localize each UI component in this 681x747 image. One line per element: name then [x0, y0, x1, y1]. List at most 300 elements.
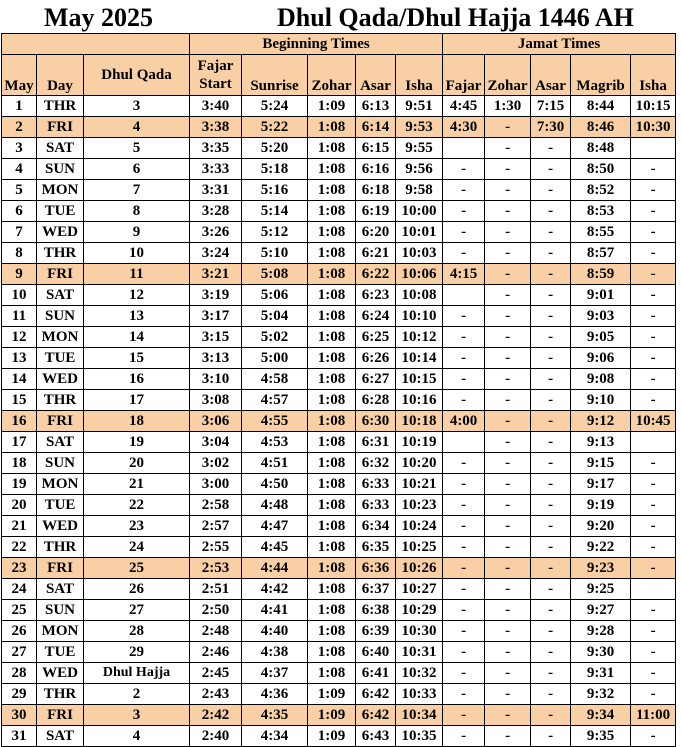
cell-weekday: FRI	[37, 117, 84, 138]
cell-fajar-start: 3:17	[190, 306, 242, 327]
cell-sunrise: 5:10	[242, 243, 308, 264]
cell-jamat-zohar: -	[485, 264, 531, 285]
cell-jamat-zohar: -	[485, 117, 531, 138]
cell-sunrise: 4:40	[242, 621, 308, 642]
cell-jamat-asar: -	[531, 726, 571, 747]
cell-jamat-asar: -	[531, 159, 571, 180]
table-row	[2, 411, 676, 432]
cell-jamat-asar: 7:15	[531, 96, 571, 117]
col-zohar: Zohar	[308, 55, 356, 96]
cell-zohar: 1:08	[308, 138, 356, 159]
cell-jamat-asar: -	[531, 348, 571, 369]
cell-jamat-magrib: 9:05	[571, 327, 631, 348]
cell-zohar: 1:08	[308, 264, 356, 285]
cell-dhul-qada-date: 2	[84, 684, 190, 705]
col-jamat-isha: Isha	[631, 55, 676, 96]
cell-isha: 10:03	[396, 243, 443, 264]
cell-jamat-magrib: 8:44	[571, 96, 631, 117]
cell-fajar-start: 2:42	[190, 705, 242, 726]
cell-jamat-fajar: -	[443, 621, 485, 642]
cell-jamat-isha: -	[631, 306, 676, 327]
cell-isha: 10:01	[396, 222, 443, 243]
table-row	[2, 117, 676, 138]
cell-jamat-zohar: -	[485, 306, 531, 327]
cell-dhul-qada-date: 18	[84, 411, 190, 432]
cell-fajar-start: 3:24	[190, 243, 242, 264]
cell-sunrise: 5:04	[242, 306, 308, 327]
cell-jamat-isha: -	[631, 495, 676, 516]
cell-asar: 6:39	[356, 621, 396, 642]
cell-jamat-zohar: -	[485, 348, 531, 369]
cell-fajar-start: 3:10	[190, 369, 242, 390]
cell-isha: 10:12	[396, 327, 443, 348]
cell-jamat-fajar: -	[443, 600, 485, 621]
cell-jamat-fajar: -	[443, 558, 485, 579]
cell-jamat-fajar: 4:15	[443, 264, 485, 285]
cell-jamat-magrib: 9:22	[571, 537, 631, 558]
fajar-start-line1: Fajar	[197, 58, 234, 74]
cell-dhul-qada-date: 10	[84, 243, 190, 264]
cell-fajar-start: 3:28	[190, 201, 242, 222]
cell-weekday: TUE	[37, 642, 84, 663]
cell-jamat-magrib: 9:01	[571, 285, 631, 306]
cell-jamat-zohar: -	[485, 537, 531, 558]
cell-fajar-start: 3:26	[190, 222, 242, 243]
cell-fajar-start: 2:46	[190, 642, 242, 663]
cell-dhul-qada-date: 3	[84, 96, 190, 117]
cell-fajar-start: 3:19	[190, 285, 242, 306]
cell-jamat-asar: -	[531, 516, 571, 537]
cell-isha: 9:53	[396, 117, 443, 138]
cell-jamat-zohar: -	[485, 411, 531, 432]
cell-asar: 6:40	[356, 642, 396, 663]
cell-asar: 6:34	[356, 516, 396, 537]
cell-jamat-asar: -	[531, 474, 571, 495]
col-isha: Isha	[396, 55, 443, 96]
table-row	[2, 537, 676, 558]
cell-isha: 9:58	[396, 180, 443, 201]
cell-jamat-fajar: 4:00	[443, 411, 485, 432]
cell-isha: 9:55	[396, 138, 443, 159]
cell-asar: 6:36	[356, 558, 396, 579]
cell-jamat-zohar: -	[485, 705, 531, 726]
cell-jamat-zohar: -	[485, 369, 531, 390]
cell-asar: 6:38	[356, 600, 396, 621]
table-row	[2, 369, 676, 390]
cell-weekday: THR	[37, 537, 84, 558]
cell-jamat-magrib: 9:27	[571, 600, 631, 621]
cell-asar: 6:25	[356, 327, 396, 348]
cell-zohar: 1:08	[308, 222, 356, 243]
cell-fajar-start: 2:50	[190, 600, 242, 621]
col-sunrise: Sunrise	[242, 55, 308, 96]
cell-jamat-asar: -	[531, 579, 571, 600]
cell-fajar-start: 2:53	[190, 558, 242, 579]
cell-sunrise: 4:35	[242, 705, 308, 726]
cell-asar: 6:13	[356, 96, 396, 117]
cell-isha: 10:23	[396, 495, 443, 516]
cell-weekday: THR	[37, 390, 84, 411]
table-row	[2, 600, 676, 621]
cell-fajar-start: 3:06	[190, 411, 242, 432]
table-row	[2, 201, 676, 222]
cell-date-may: 30	[2, 705, 37, 726]
cell-isha: 10:16	[396, 390, 443, 411]
cell-zohar: 1:08	[308, 453, 356, 474]
cell-asar: 6:14	[356, 117, 396, 138]
cell-jamat-isha: -	[631, 180, 676, 201]
cell-jamat-magrib: 8:48	[571, 138, 631, 159]
cell-zohar: 1:08	[308, 579, 356, 600]
cell-date-may: 2	[2, 117, 37, 138]
fajar-start-line2: Start	[199, 76, 232, 92]
cell-jamat-isha: 10:30	[631, 117, 676, 138]
table-row	[2, 705, 676, 726]
cell-date-may: 7	[2, 222, 37, 243]
cell-date-may: 13	[2, 348, 37, 369]
cell-jamat-magrib: 9:06	[571, 348, 631, 369]
cell-isha: 10:20	[396, 453, 443, 474]
cell-date-may: 19	[2, 474, 37, 495]
cell-jamat-isha: -	[631, 621, 676, 642]
cell-weekday: SUN	[37, 600, 84, 621]
table-row	[2, 306, 676, 327]
cell-jamat-zohar: -	[485, 159, 531, 180]
cell-dhul-qada-date: 16	[84, 369, 190, 390]
cell-zohar: 1:08	[308, 663, 356, 684]
cell-weekday: TUE	[37, 495, 84, 516]
cell-weekday: THR	[37, 96, 84, 117]
table-row	[2, 327, 676, 348]
cell-jamat-asar: -	[531, 684, 571, 705]
cell-jamat-zohar: -	[485, 243, 531, 264]
cell-jamat-asar: -	[531, 432, 571, 453]
cell-jamat-magrib: 9:25	[571, 579, 631, 600]
cell-isha: 10:27	[396, 579, 443, 600]
cell-date-may: 8	[2, 243, 37, 264]
cell-jamat-isha: -	[631, 684, 676, 705]
cell-dhul-qada-date: 4	[84, 117, 190, 138]
cell-jamat-magrib: 9:28	[571, 621, 631, 642]
cell-jamat-asar: -	[531, 453, 571, 474]
cell-zohar: 1:09	[308, 726, 356, 747]
cell-weekday: MON	[37, 180, 84, 201]
cell-jamat-isha: 10:15	[631, 96, 676, 117]
col-jamat-magrib: Magrib	[571, 55, 631, 96]
cell-isha: 9:56	[396, 159, 443, 180]
cell-sunrise: 4:38	[242, 642, 308, 663]
cell-sunrise: 5:12	[242, 222, 308, 243]
beginning-times-header: Beginning Times	[190, 34, 443, 55]
cell-weekday: THR	[37, 684, 84, 705]
cell-asar: 6:16	[356, 159, 396, 180]
cell-isha: 10:26	[396, 558, 443, 579]
cell-isha: 10:31	[396, 642, 443, 663]
cell-date-may: 27	[2, 642, 37, 663]
cell-jamat-fajar: -	[443, 222, 485, 243]
cell-asar: 6:37	[356, 579, 396, 600]
table-row	[2, 159, 676, 180]
cell-zohar: 1:08	[308, 285, 356, 306]
cell-jamat-asar: -	[531, 285, 571, 306]
cell-zohar: 1:08	[308, 180, 356, 201]
table-row	[2, 96, 676, 117]
cell-jamat-magrib: 9:23	[571, 558, 631, 579]
cell-jamat-zohar: -	[485, 579, 531, 600]
cell-weekday: SAT	[37, 432, 84, 453]
prayer-timetable	[1, 33, 676, 747]
cell-jamat-fajar	[443, 285, 485, 306]
cell-zohar: 1:08	[308, 600, 356, 621]
cell-sunrise: 4:44	[242, 558, 308, 579]
cell-fajar-start: 3:31	[190, 180, 242, 201]
cell-date-may: 3	[2, 138, 37, 159]
cell-weekday: SUN	[37, 453, 84, 474]
cell-date-may: 15	[2, 390, 37, 411]
cell-weekday: THR	[37, 243, 84, 264]
cell-jamat-isha: -	[631, 474, 676, 495]
cell-jamat-fajar: -	[443, 180, 485, 201]
table-row	[2, 642, 676, 663]
cell-jamat-isha: -	[631, 327, 676, 348]
cell-jamat-fajar: -	[443, 537, 485, 558]
cell-fajar-start: 3:04	[190, 432, 242, 453]
cell-asar: 6:24	[356, 306, 396, 327]
cell-date-may: 10	[2, 285, 37, 306]
cell-jamat-isha: -	[631, 516, 676, 537]
cell-dhul-qada-date: 28	[84, 621, 190, 642]
cell-jamat-zohar: -	[485, 453, 531, 474]
cell-asar: 6:43	[356, 726, 396, 747]
cell-isha: 10:06	[396, 264, 443, 285]
cell-sunrise: 4:45	[242, 537, 308, 558]
cell-jamat-isha: -	[631, 663, 676, 684]
cell-dhul-qada-date: 24	[84, 537, 190, 558]
cell-jamat-asar: -	[531, 306, 571, 327]
cell-jamat-fajar: -	[443, 306, 485, 327]
cell-isha: 10:32	[396, 663, 443, 684]
table-row	[2, 684, 676, 705]
cell-jamat-isha: -	[631, 390, 676, 411]
cell-jamat-zohar: -	[485, 600, 531, 621]
cell-weekday: MON	[37, 621, 84, 642]
cell-weekday: FRI	[37, 705, 84, 726]
cell-sunrise: 5:18	[242, 159, 308, 180]
cell-zohar: 1:09	[308, 684, 356, 705]
cell-date-may: 12	[2, 327, 37, 348]
cell-jamat-fajar: -	[443, 327, 485, 348]
cell-jamat-fajar: -	[443, 684, 485, 705]
cell-weekday: FRI	[37, 558, 84, 579]
cell-jamat-magrib: 9:08	[571, 369, 631, 390]
cell-sunrise: 5:02	[242, 327, 308, 348]
cell-dhul-qada-date: 27	[84, 600, 190, 621]
cell-asar: 6:41	[356, 663, 396, 684]
cell-jamat-magrib: 9:34	[571, 705, 631, 726]
cell-weekday: WED	[37, 516, 84, 537]
cell-sunrise: 5:14	[242, 201, 308, 222]
cell-asar: 6:33	[356, 474, 396, 495]
cell-jamat-magrib: 8:57	[571, 243, 631, 264]
cell-asar: 6:23	[356, 285, 396, 306]
cell-dhul-qada-date: 25	[84, 558, 190, 579]
cell-date-may: 11	[2, 306, 37, 327]
cell-sunrise: 5:00	[242, 348, 308, 369]
cell-date-may: 29	[2, 684, 37, 705]
cell-weekday: SAT	[37, 726, 84, 747]
cell-isha: 10:24	[396, 516, 443, 537]
cell-jamat-zohar: -	[485, 726, 531, 747]
cell-jamat-isha: -	[631, 726, 676, 747]
cell-dhul-qada-date: 4	[84, 726, 190, 747]
cell-weekday: FRI	[37, 264, 84, 285]
cell-jamat-zohar: -	[485, 201, 531, 222]
cell-weekday: SAT	[37, 285, 84, 306]
cell-date-may: 9	[2, 264, 37, 285]
cell-jamat-fajar: 4:30	[443, 117, 485, 138]
cell-weekday: WED	[37, 369, 84, 390]
cell-jamat-zohar: -	[485, 180, 531, 201]
cell-jamat-zohar: -	[485, 432, 531, 453]
cell-date-may: 5	[2, 180, 37, 201]
cell-isha: 10:00	[396, 201, 443, 222]
cell-isha: 10:15	[396, 369, 443, 390]
cell-weekday: SAT	[37, 138, 84, 159]
cell-jamat-isha: -	[631, 264, 676, 285]
cell-jamat-fajar: -	[443, 516, 485, 537]
cell-jamat-magrib: 9:20	[571, 516, 631, 537]
cell-sunrise: 4:47	[242, 516, 308, 537]
cell-jamat-isha: -	[631, 201, 676, 222]
jamat-times-header: Jamat Times	[443, 34, 676, 55]
cell-dhul-qada-date: 8	[84, 201, 190, 222]
cell-jamat-magrib: 9:03	[571, 306, 631, 327]
cell-zohar: 1:08	[308, 558, 356, 579]
cell-jamat-asar: -	[531, 201, 571, 222]
cell-sunrise: 4:41	[242, 600, 308, 621]
cell-fajar-start: 3:15	[190, 327, 242, 348]
cell-dhul-qada-date: 22	[84, 495, 190, 516]
cell-isha: 10:25	[396, 537, 443, 558]
month-title: May 2025	[44, 3, 154, 32]
cell-weekday: SUN	[37, 306, 84, 327]
cell-jamat-magrib: 9:15	[571, 453, 631, 474]
col-jamat-asar: Asar	[531, 55, 571, 96]
cell-fajar-start: 3:08	[190, 390, 242, 411]
cell-fajar-start: 3:38	[190, 117, 242, 138]
cell-date-may: 28	[2, 663, 37, 684]
col-day: Day	[37, 55, 84, 96]
cell-jamat-magrib: 9:31	[571, 663, 631, 684]
cell-dhul-qada-date: 5	[84, 138, 190, 159]
cell-asar: 6:42	[356, 705, 396, 726]
cell-asar: 6:31	[356, 432, 396, 453]
cell-jamat-isha: -	[631, 243, 676, 264]
cell-jamat-fajar: -	[443, 579, 485, 600]
cell-fajar-start: 3:13	[190, 348, 242, 369]
cell-zohar: 1:08	[308, 537, 356, 558]
cell-date-may: 17	[2, 432, 37, 453]
cell-zohar: 1:08	[308, 474, 356, 495]
cell-asar: 6:20	[356, 222, 396, 243]
cell-jamat-zohar: -	[485, 663, 531, 684]
cell-jamat-isha: -	[631, 222, 676, 243]
table-row	[2, 726, 676, 747]
cell-weekday: MON	[37, 327, 84, 348]
cell-jamat-asar: -	[531, 327, 571, 348]
cell-asar: 6:35	[356, 537, 396, 558]
cell-dhul-qada-date: 17	[84, 390, 190, 411]
cell-dhul-qada-date: 14	[84, 327, 190, 348]
cell-date-may: 1	[2, 96, 37, 117]
cell-date-may: 14	[2, 369, 37, 390]
cell-zohar: 1:08	[308, 243, 356, 264]
cell-date-may: 25	[2, 600, 37, 621]
cell-fajar-start: 3:21	[190, 264, 242, 285]
cell-jamat-fajar: -	[443, 705, 485, 726]
cell-zohar: 1:08	[308, 432, 356, 453]
cell-isha: 10:30	[396, 621, 443, 642]
table-row	[2, 663, 676, 684]
cell-isha: 10:33	[396, 684, 443, 705]
cell-jamat-fajar: 4:45	[443, 96, 485, 117]
cell-jamat-asar: -	[531, 558, 571, 579]
cell-dhul-qada-date: 23	[84, 516, 190, 537]
cell-jamat-zohar: -	[485, 642, 531, 663]
cell-asar: 6:42	[356, 684, 396, 705]
cell-jamat-magrib: 9:12	[571, 411, 631, 432]
cell-jamat-asar: -	[531, 369, 571, 390]
cell-fajar-start: 2:48	[190, 621, 242, 642]
cell-isha: 10:34	[396, 705, 443, 726]
cell-dhul-qada-date: 29	[84, 642, 190, 663]
cell-sunrise: 4:50	[242, 474, 308, 495]
cell-jamat-isha: -	[631, 285, 676, 306]
cell-jamat-magrib: 9:19	[571, 495, 631, 516]
cell-jamat-fajar: -	[443, 201, 485, 222]
cell-sunrise: 4:55	[242, 411, 308, 432]
cell-weekday: TUE	[37, 201, 84, 222]
table-row	[2, 432, 676, 453]
cell-jamat-isha	[631, 579, 676, 600]
cell-zohar: 1:08	[308, 621, 356, 642]
cell-zohar: 1:08	[308, 411, 356, 432]
cell-dhul-qada-date: 20	[84, 453, 190, 474]
cell-jamat-zohar: -	[485, 684, 531, 705]
cell-dhul-qada-date: 13	[84, 306, 190, 327]
cell-jamat-asar: -	[531, 138, 571, 159]
cell-jamat-isha: -	[631, 348, 676, 369]
cell-fajar-start: 3:02	[190, 453, 242, 474]
cell-dhul-qada-date: 19	[84, 432, 190, 453]
cell-asar: 6:30	[356, 411, 396, 432]
cell-jamat-zohar: -	[485, 621, 531, 642]
cell-jamat-asar: -	[531, 222, 571, 243]
cell-asar: 6:19	[356, 201, 396, 222]
cell-sunrise: 4:34	[242, 726, 308, 747]
cell-dhul-qada-date: 11	[84, 264, 190, 285]
cell-sunrise: 4:37	[242, 663, 308, 684]
cell-sunrise: 4:42	[242, 579, 308, 600]
cell-dhul-qada-date: 7	[84, 180, 190, 201]
cell-weekday: TUE	[37, 348, 84, 369]
table-row	[2, 138, 676, 159]
cell-isha: 10:10	[396, 306, 443, 327]
cell-jamat-fajar: -	[443, 642, 485, 663]
cell-sunrise: 5:24	[242, 96, 308, 117]
cell-jamat-zohar: 1:30	[485, 96, 531, 117]
table-row	[2, 264, 676, 285]
